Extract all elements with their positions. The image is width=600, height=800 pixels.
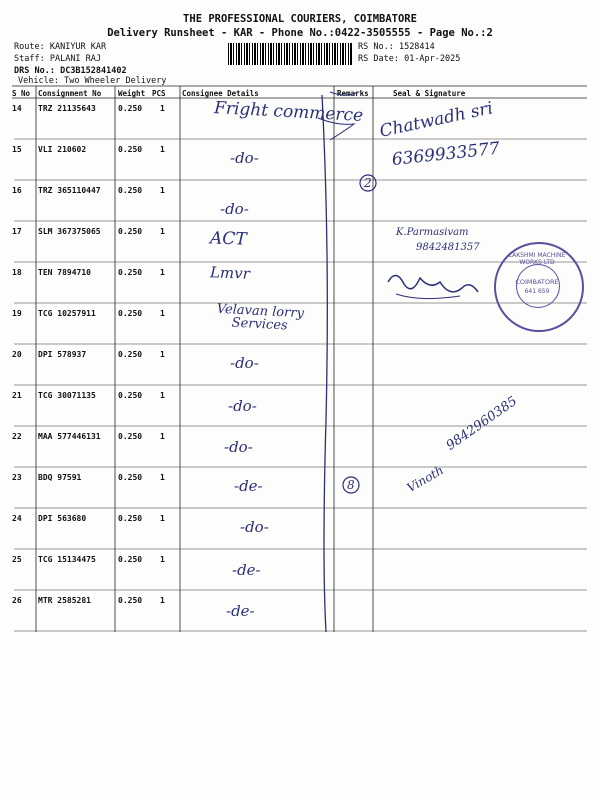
row-consignee-handwritten: -do- xyxy=(230,354,259,372)
col-consignment: Consignment No xyxy=(38,89,102,98)
row-sno: 15 xyxy=(12,145,22,154)
row-consignee-handwritten: Lmvr xyxy=(209,263,251,283)
row-consignment-no: DPI 578937 xyxy=(38,350,87,359)
row-consignment-no: BDQ 97591 xyxy=(38,473,82,482)
row-consignment-no: MAA 577446131 xyxy=(38,432,101,441)
seal-city: COIMBATORE xyxy=(515,278,559,286)
seal-ring-text: LAKSHMI MACHINE WORKS LTD xyxy=(508,252,566,266)
signature-row22-phone: 9842960385 xyxy=(443,393,521,454)
row-consignee-handwritten: -do- xyxy=(230,149,259,167)
row-consignment-no: TCG 15134475 xyxy=(38,555,96,564)
drs-label: DRS No.: xyxy=(14,66,55,76)
remark-row16: 2 xyxy=(364,176,372,190)
row-consignment-no: TCG 10257911 xyxy=(38,309,96,318)
row-sno: 23 xyxy=(12,473,22,482)
row-sno: 20 xyxy=(12,350,22,359)
vehicle-value: Two Wheeler Delivery xyxy=(64,76,167,86)
col-seal: Seal & Signature xyxy=(393,89,466,98)
signature-row15-phone: 6369933577 xyxy=(390,138,501,170)
row-sno: 24 xyxy=(12,514,22,523)
row-sno: 26 xyxy=(12,596,22,605)
row-pcs: 1 xyxy=(160,145,165,154)
row-pcs: 1 xyxy=(160,350,165,359)
row-consignment-no: VLI 210602 xyxy=(38,145,87,154)
row-sno: 18 xyxy=(12,268,22,277)
row-weight: 0.250 xyxy=(118,309,143,318)
row-consignee-handwritten: -do- xyxy=(240,518,269,536)
row-weight: 0.250 xyxy=(118,473,143,482)
row-weight: 0.250 xyxy=(118,514,143,523)
rs-date-label: RS Date: xyxy=(358,54,399,64)
row-pcs: 1 xyxy=(160,473,165,482)
row-consignment-no: TCG 30071135 xyxy=(38,391,96,400)
row-consignment-no: MTR 2585281 xyxy=(38,596,91,605)
row-sno: 25 xyxy=(12,555,22,564)
row-weight: 0.250 xyxy=(118,391,143,400)
col-remarks: Remarks xyxy=(337,89,369,98)
row-sno: 14 xyxy=(12,104,22,113)
row-weight: 0.250 xyxy=(118,350,143,359)
signature-row23: Vinoth xyxy=(404,463,446,496)
row-pcs: 1 xyxy=(160,227,165,236)
runsheet-subtitle: Delivery Runsheet - KAR - Phone No.:0422-3505555 - Page No.:2 xyxy=(107,27,493,39)
row-pcs: 1 xyxy=(160,391,165,400)
company-seal-stamp xyxy=(494,242,584,332)
row-consignment-no: DPI 563680 xyxy=(38,514,87,523)
route-label: Route: xyxy=(14,42,45,52)
staff-label: Staff: xyxy=(14,54,45,64)
row-weight: 0.250 xyxy=(118,268,143,277)
row-weight: 0.250 xyxy=(118,186,143,195)
row-sno: 17 xyxy=(12,227,22,236)
row-sno: 21 xyxy=(12,391,22,400)
remark-row23: 8 xyxy=(347,478,355,492)
row-consignee-handwritten: Velavan lorry Services xyxy=(216,301,305,334)
row-weight: 0.250 xyxy=(118,596,143,605)
row-sno: 16 xyxy=(12,186,22,195)
row-consignment-no: TEN 7894710 xyxy=(38,268,91,277)
col-sno: S No xyxy=(12,89,31,98)
row-consignee-handwritten: -de- xyxy=(232,561,261,579)
row-consignee-handwritten: -de- xyxy=(234,477,263,495)
row-weight: 0.250 xyxy=(118,555,143,564)
row-weight: 0.250 xyxy=(118,104,143,113)
signature-row17-phone: 9842481357 xyxy=(416,242,480,253)
row-pcs: 1 xyxy=(160,432,165,441)
company-title: THE PROFESSIONAL COURIERS, COIMBATORE xyxy=(183,13,417,25)
row-consignee-handwritten: -do- xyxy=(220,200,249,218)
col-pcs: PCS xyxy=(152,89,166,98)
rs-no-label: RS No.: xyxy=(358,42,394,52)
signature-row17-name: K.Parmasivam xyxy=(396,227,469,238)
row-consignment-no: SLM 367375065 xyxy=(38,227,101,236)
seal-pin: 641 659 xyxy=(524,288,550,295)
vehicle-label: Vehicle: xyxy=(18,76,59,86)
row-pcs: 1 xyxy=(160,309,165,318)
row-consignee-handwritten: -do- xyxy=(228,397,257,415)
row-weight: 0.250 xyxy=(118,145,143,154)
row-consignment-no: TRZ 21135643 xyxy=(38,104,96,113)
rs-no-value: 1528414 xyxy=(398,42,435,52)
row-pcs: 1 xyxy=(160,268,165,277)
col-consignee: Consignee Details xyxy=(182,89,259,98)
row-sno: 19 xyxy=(12,309,22,318)
row-consignee-handwritten: ACT xyxy=(209,228,247,250)
row-sno: 22 xyxy=(12,432,22,441)
row-pcs: 1 xyxy=(160,596,165,605)
drs-value: DC3B152841402 xyxy=(60,66,127,76)
row-weight: 0.250 xyxy=(118,432,143,441)
row-pcs: 1 xyxy=(160,555,165,564)
row-consignment-no: TRZ 365110447 xyxy=(38,186,101,195)
row-consignee-handwritten: -de- xyxy=(226,602,255,620)
row-weight: 0.250 xyxy=(118,227,143,236)
row-pcs: 1 xyxy=(160,514,165,523)
route-value: KANIYUR KAR xyxy=(49,42,107,52)
rs-date-value: 01-Apr-2025 xyxy=(404,54,461,64)
row-pcs: 1 xyxy=(160,186,165,195)
staff-value: PALANI RAJ xyxy=(49,54,102,64)
row-consignee-handwritten: -do- xyxy=(224,438,253,456)
signature-row14: Chatwadh sri xyxy=(377,98,495,142)
row-pcs: 1 xyxy=(160,104,165,113)
row-consignee-handwritten: Fright commerce xyxy=(213,98,364,126)
col-weight: Weight xyxy=(118,89,146,98)
